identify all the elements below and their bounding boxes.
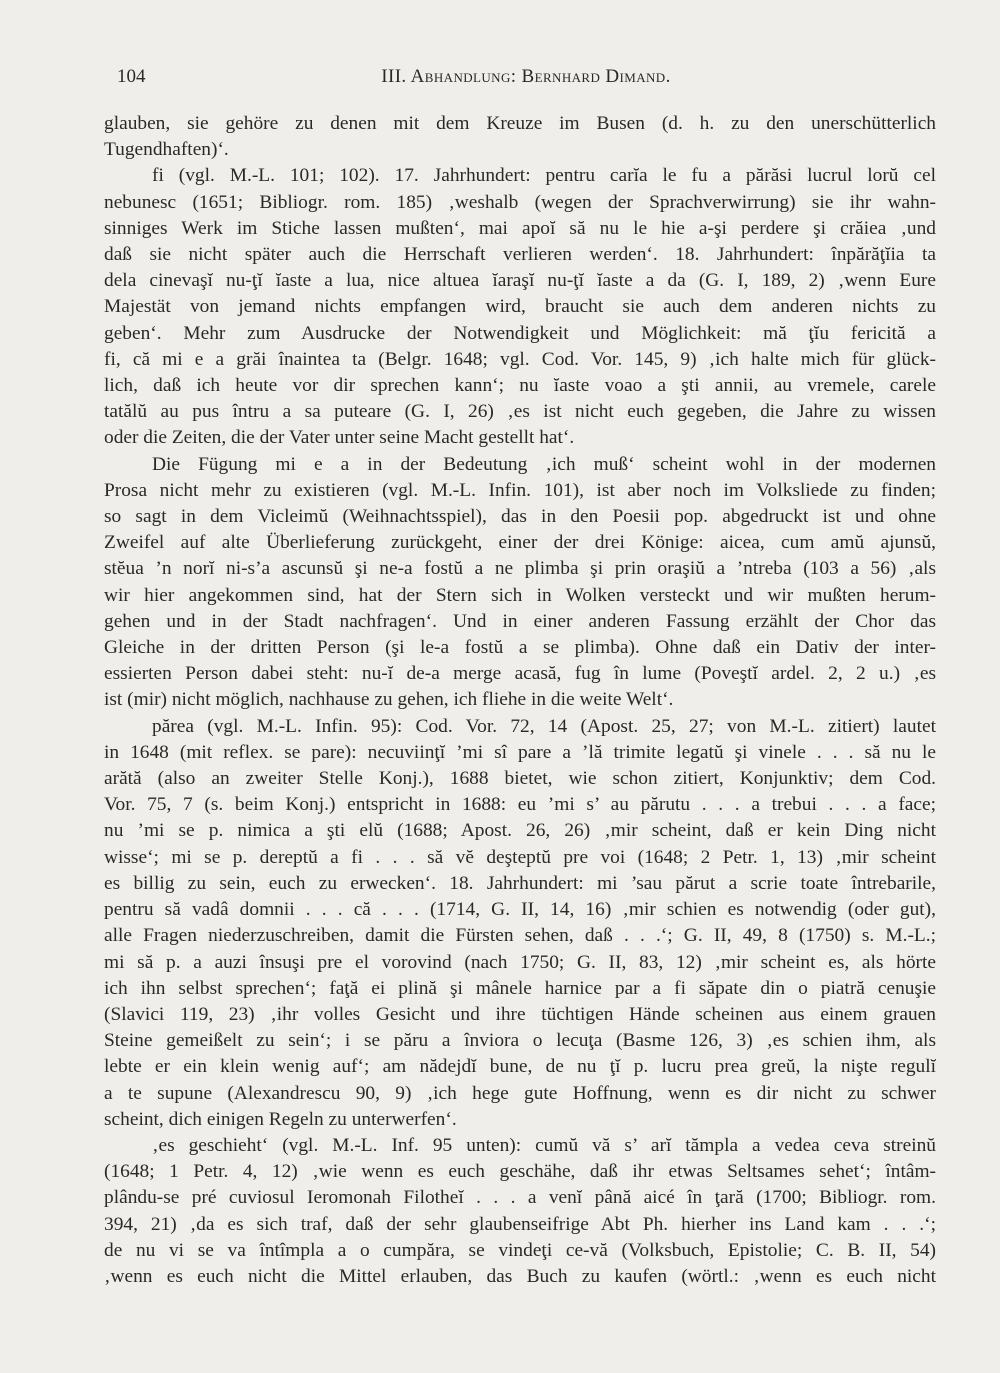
text-line: scheint, dich einigen Regeln zu unterwerfen‘.	[104, 1108, 457, 1130]
page-number: 104	[117, 66, 146, 87]
text-line: Gleiche in der dritten Person (şi le-a fostŭ a se plimba). Ohne daß ein Dativ der inter-	[104, 637, 936, 659]
text-line: daß sie nicht später auch die Herrschaft verlieren werden‘. 18. Jahrhundert: înpărăţĭia ta	[104, 244, 936, 266]
text-line: mi să p. a auzi însuşi pre el vorovind (nach 1750; G. II, 83, 12) ‚mir scheint es, als hörte	[104, 951, 936, 973]
text-line: fi (vgl. M.-L. 101; 102). 17. Jahrhundert: pentru carĭa le fu a părăsi lucrul lorŭ cel	[152, 165, 936, 187]
text-line: Prosa nicht mehr zu existieren (vgl. M.-L. Infin. 101), ist aber noch im Volksliede zu finden;	[104, 479, 936, 501]
text-line: wisse‘; mi se p. dereptŭ a fi . . . să vĕ deşteptŭ pre voi (1648; 2 Petr. 1, 13) ‚mir scheint	[104, 846, 936, 868]
text-line: in 1648 (mit reflex. se pare): necuviinţĭ ’mi sî pare a ’lă trimite legatŭ şi vinele . . . să nu le	[104, 741, 936, 763]
text-line: Tugendhaften)‘.	[104, 139, 229, 161]
text-line: glauben, sie gehöre zu denen mit dem Kreuze im Busen (d. h. zu den unerschütterlich	[104, 113, 936, 134]
running-title: III. Abhandlung: Bernhard Dimand.	[381, 66, 671, 87]
text-line: a te supune (Alexandrescu 90, 9) ‚ich hege gute Hoffnung, wenn es dir nicht zu schwer	[104, 1082, 936, 1104]
text-line: ich ihn selbst sprechen‘; faţă ei plină şi mânele harnice par a fi săpate din o piatră cenuşie	[104, 977, 936, 999]
text-line: tatălŭ au pus întru a sa puteare (G. I, 26) ‚es ist nicht euch gegeben, die Jahre zu wissen	[104, 401, 936, 423]
text-line: (Slavici 119, 23) ‚ihr volles Gesicht und ihre tüchtigen Hände scheinen aus einem grauen	[104, 1003, 936, 1025]
text-line: essierten Person dabei steht: nu-ĭ de-a merge acasă, fug în lume (Poveştĭ ardel. 2, 2 u.) ‚es	[104, 663, 936, 685]
text-line: Vor. 75, 7 (s. beim Konj.) entspricht in 1688: eu ’mi s’ au părutu . . . a trebui . . . a face;	[104, 794, 936, 816]
text-line: nu ’mi se p. nimica a şti elŭ (1688; Apost. 26, 26) ‚mir scheint, daß er kein Ding nicht	[104, 820, 936, 842]
page-header	[117, 66, 935, 94]
text-line: Die Fügung mi e a in der Bedeutung ‚ich muß‘ scheint wohl in der modernen	[152, 453, 936, 475]
text-line: Majestät von jemand nichts empfangen wird, braucht sie auch dem anderen nichts zu	[104, 296, 936, 318]
text-line: arătă (also an zweiter Stelle Konj.), 1688 bietet, wie schon zitiert, Konjunktiv; dem Cod.	[104, 768, 936, 790]
text-line: lich, daß ich heute vor dir sprechen kann‘; nu ĭaste voao a şti annii, au vremele, carele	[104, 375, 936, 397]
text-line: gehen und in der Stadt nachfragen‘. Und in einer anderen Fassung erzählt der Chor das	[104, 610, 936, 632]
text-line: pentru să vadâ domnii . . . că . . . (1714, G. II, 14, 16) ‚mir schien es notwendig (oder gut),	[104, 899, 936, 921]
text-line: fi, că mi e a grăi înaintea ta (Belgr. 1648; vgl. Cod. Vor. 145, 9) ‚ich halte mich für glück-	[104, 348, 936, 370]
text-line: so sagt in dem Vicleimŭ (Weihnachtsspiel), das in den Poesii pop. abgedruckt ist und ohne	[104, 506, 936, 528]
text-line: ist (mir) nicht möglich, nachhause zu gehen, ich fliehe in die weite Welt‘.	[104, 689, 674, 711]
text-line: ‚es geschieht‘ (vgl. M.-L. Inf. 95 unten): cumŭ vă s’ arĭ tămpla a vedea ceva streinŭ	[152, 1134, 936, 1156]
text-line: alle Fragen niederzuschreiben, damit die Fürsten sehen, daß . . .‘; G. II, 49, 8 (1750) s. M.-L.;	[104, 925, 936, 947]
text-line: geben‘. Mehr zum Ausdrucke der Notwendigkeit und Möglichkeit: mă ţĭu fericită a	[104, 322, 936, 344]
text-line: de nu vi se va întîmpla a o cumpăra, se vindeţi ce-vă (Volksbuch, Epistolie; C. B. II, 54)	[104, 1239, 936, 1261]
text-line: es billig zu sein, euch zu erwecken‘. 18. Jahrhundert: mi ’sau părut a scrie toate întrebarile,	[104, 872, 936, 894]
text-line: Steine gemeißelt zu sein‘; i se păru a înviora o lecuţa (Basme 126, 3) ‚es schien ihm, als	[104, 1030, 936, 1052]
text-line: 394, 21) ‚da es sich traf, daß der sehr glaubenseifrige Abt Ph. hierher ins Land kam . . .‘;	[104, 1213, 936, 1235]
body-text	[104, 111, 936, 1290]
text-line: lebte er ein klein wenig auf‘; am nădejdĭ bune, de nu ţĭ p. lucru prea greŭ, la nişte regulĭ	[104, 1056, 936, 1078]
text-line: (1648; 1 Petr. 4, 12) ‚wie wenn es euch geschähe, daß ihr etwas Seltsames sehet‘; întâm-	[104, 1161, 936, 1183]
text-line: nebunesc (1651; Bibliogr. rom. 185) ‚weshalb (wegen der Sprachverwirrung) sie ihr wahn-	[104, 191, 936, 213]
text-line: Zweifel auf alte Überlieferung zurückgeht, einer der drei Könige: aicea, cum amŭ ajunsŭ,	[104, 532, 936, 554]
text-line: sinniges Werk im Stiche lassen mußten‘, mai apoĭ să nu le hie a-şi perdere şi crăiea ‚und	[104, 217, 936, 239]
text-line: părea (vgl. M.-L. Infin. 95): Cod. Vor. 72, 14 (Apost. 25, 27; von M.-L. zitiert) lautet	[152, 715, 936, 737]
text-line: dela cinevaşĭ nu-ţĭ ĭaste a lua, nice altuea ĭaraşĭ nu-ţĭ ĭaste a da (G. I, 189, 2) ‚wenn Eure	[104, 270, 936, 292]
text-line: ‚wenn es euch nicht die Mittel erlauben, das Buch zu kaufen (wörtl.: ‚wenn es euch nicht	[104, 1265, 936, 1287]
text-line: plându-se pré cuviosul Ieromonah Filotheĭ . . . a venĭ până aicé în ţară (1700; Bibliogr. rom.	[104, 1187, 936, 1209]
text-line: stĕua ’n norĭ ni-s’a ascunsŭ şi ne-a fostŭ a ne plimba şi prin oraşiŭ a ’ntreba (103 a 56) ‚als	[104, 558, 936, 580]
text-line: wir hier angekommen sind, hat der Stern sich in Wolken versteckt und wir mußten herum-	[104, 584, 936, 606]
text-line: oder die Zeiten, die der Vater unter seine Macht gestellt hat‘.	[104, 427, 575, 449]
